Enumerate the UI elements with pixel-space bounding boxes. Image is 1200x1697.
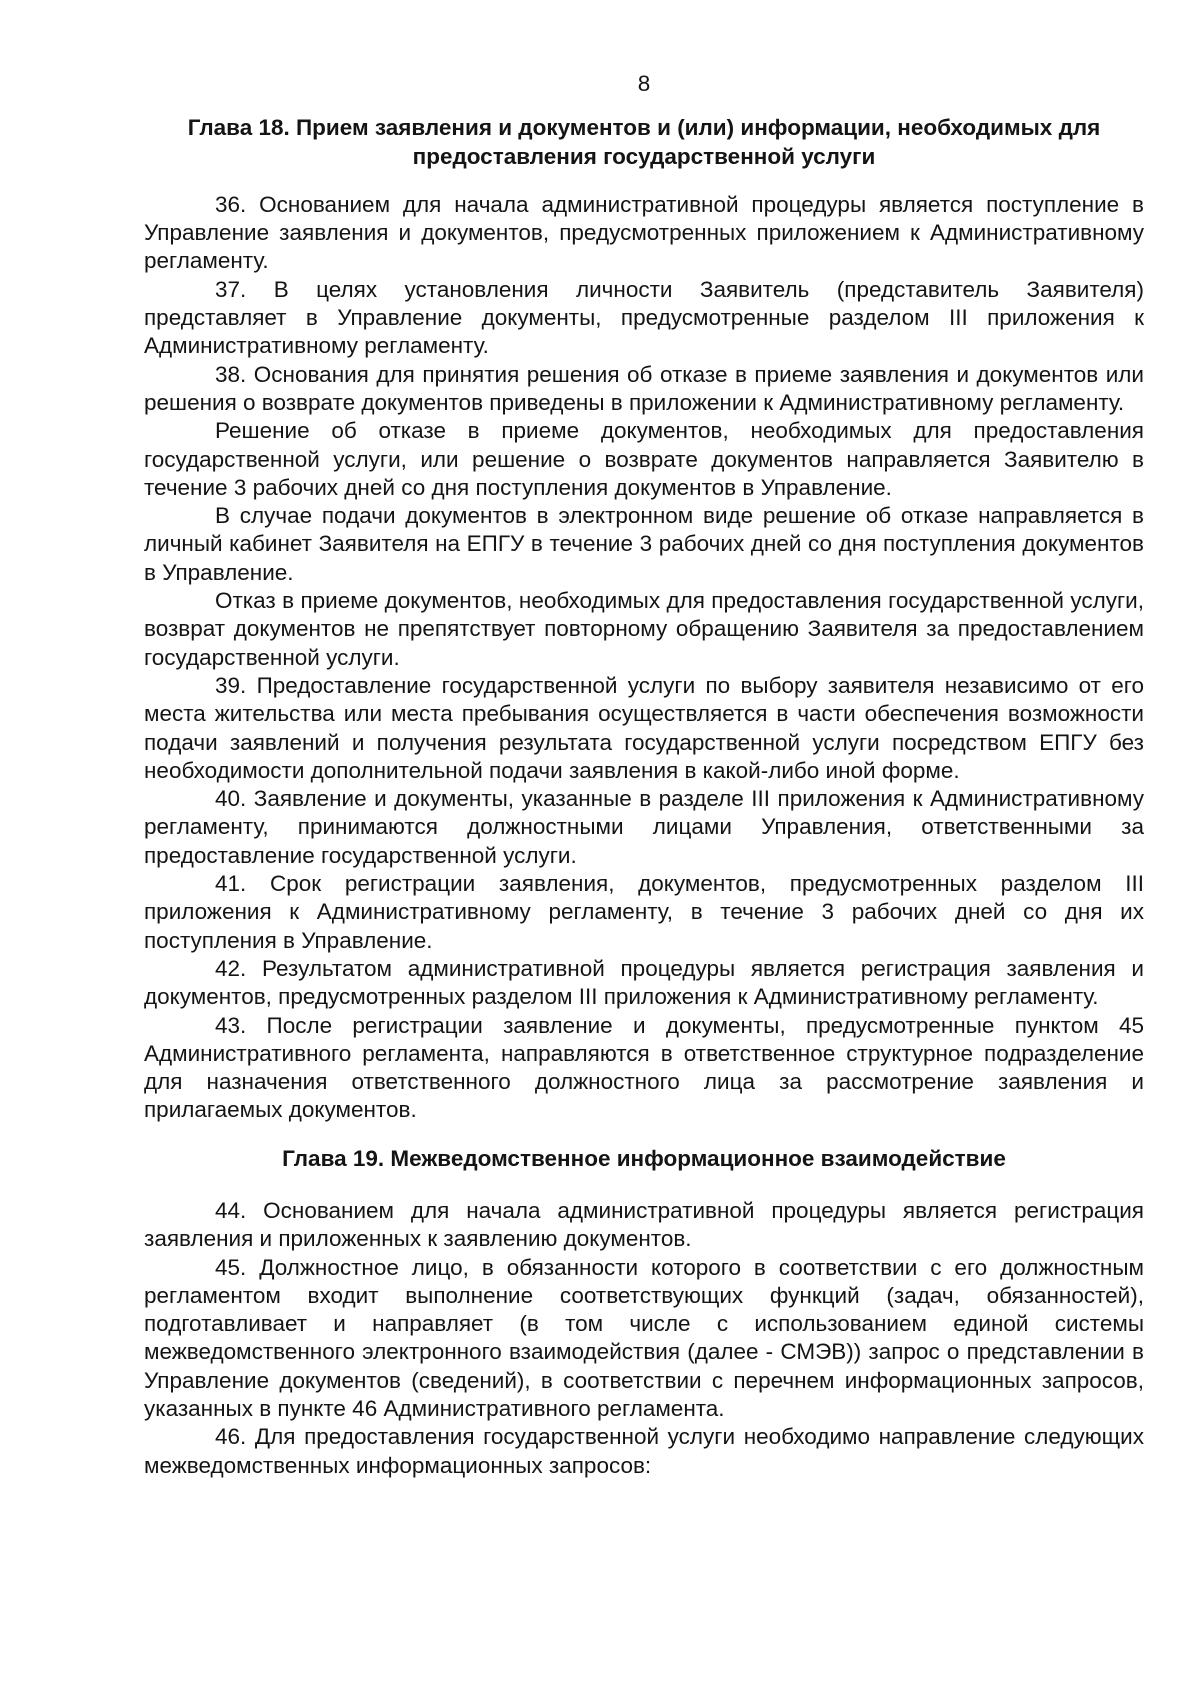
paragraph-39: 39. Предоставление государственной услуги по выбору заявителя независимо от его места жительства или места пребывания осуществляется в части обеспечения возможности подачи заявлений и получения результата государственной услуги посредством ЕПГУ без необходимости дополнительной подачи заявления в какой-либо иной форме. [144, 672, 1144, 783]
paragraph-37: 37. В целях установления личности Заявитель (представитель Заявителя) представляет в Управление документы, предусмотренные разделом III приложения к Административному регламенту. [144, 276, 1144, 359]
paragraph-38: 38. Основания для принятия решения об отказе в приеме заявления и документов или решения о возврате документов приведены в приложении к Административному регламенту. [144, 361, 1144, 415]
paragraph-46: 46. Для предоставления государственной услуги необходимо направление следующих межведомственных информационных запросов: [144, 1424, 1144, 1478]
paragraph-38-electronic: В случае подачи документов в электронном виде решение об отказе направляется в личный кабинет Заявителя на ЕПГУ в течение 3 рабочих дней со дня поступления документов в Управление. [144, 503, 1144, 585]
paragraph-43: 43. После регистрации заявление и документы, предусмотренные пунктом 45 Административного регламента, направляются в ответственное структурное подразделение для назначения ответственного должностного лица за рассмотрение заявления и прилагаемых документов. [144, 1012, 1144, 1123]
paragraph-38-refusal: Отказ в приеме документов, необходимых для предоставления государственной услуги, возврат документов не препятствует повторному обращению Заявителя за предоставлением государственной услуги. [144, 588, 1144, 670]
chapter-19-title: Глава 19. Межведомственное информационное взаимодействие [282, 1145, 1006, 1171]
paragraph-42: 42. Результатом административной процедуры является регистрация заявления и документов, предусмотренных разделом III приложения к Административному регламенту. [144, 955, 1144, 1010]
document-page [144, 70, 1144, 1480]
paragraph-38-decision: Решение об отказе в приеме документов, необходимых для предоставления государственной услуги, или решение о возврате документов направляется Заявителю в течение 3 рабочих дней со дня поступления документов в Управление. [144, 418, 1144, 500]
chapter-18-title: Глава 18. Прием заявления и документов и (или) информации, необходимых для предоставления государственной услуги [187, 115, 1101, 169]
paragraph-44: 44. Основанием для начала административной процедуры является регистрация заявления и приложенных к заявлению документов. [144, 1197, 1144, 1252]
paragraph-45: 45. Должностное лицо, в обязанности которого в соответствии с его должностным регламентом входит выполнение соответствующих функций (задач, обязанностей), подготавливает и направляет (в том числе с использованием единой системы межведомственного электронного взаимодействия (далее - СМЭВ)) запрос о представлении в Управление документов (сведений), в соответствии с перечнем информационных запросов, указанных в пункте 46 Административного регламента. [144, 1254, 1144, 1422]
paragraph-41: 41. Срок регистрации заявления, документов, предусмотренных разделом III приложения к Административному регламенту, в течение 3 рабочих дней со дня их поступления в Управление. [144, 871, 1144, 953]
page-number: 8 [637, 71, 651, 96]
paragraph-40: 40. Заявление и документы, указанные в разделе III приложения к Административному регламенту, принимаются должностными лицами Управления, ответственными за предоставление государственной услуги. [144, 786, 1144, 868]
paragraph-36: 36. Основанием для начала административной процедуры является поступление в Управление заявления и документов, предусмотренных приложением к Административному регламенту. [144, 191, 1144, 274]
